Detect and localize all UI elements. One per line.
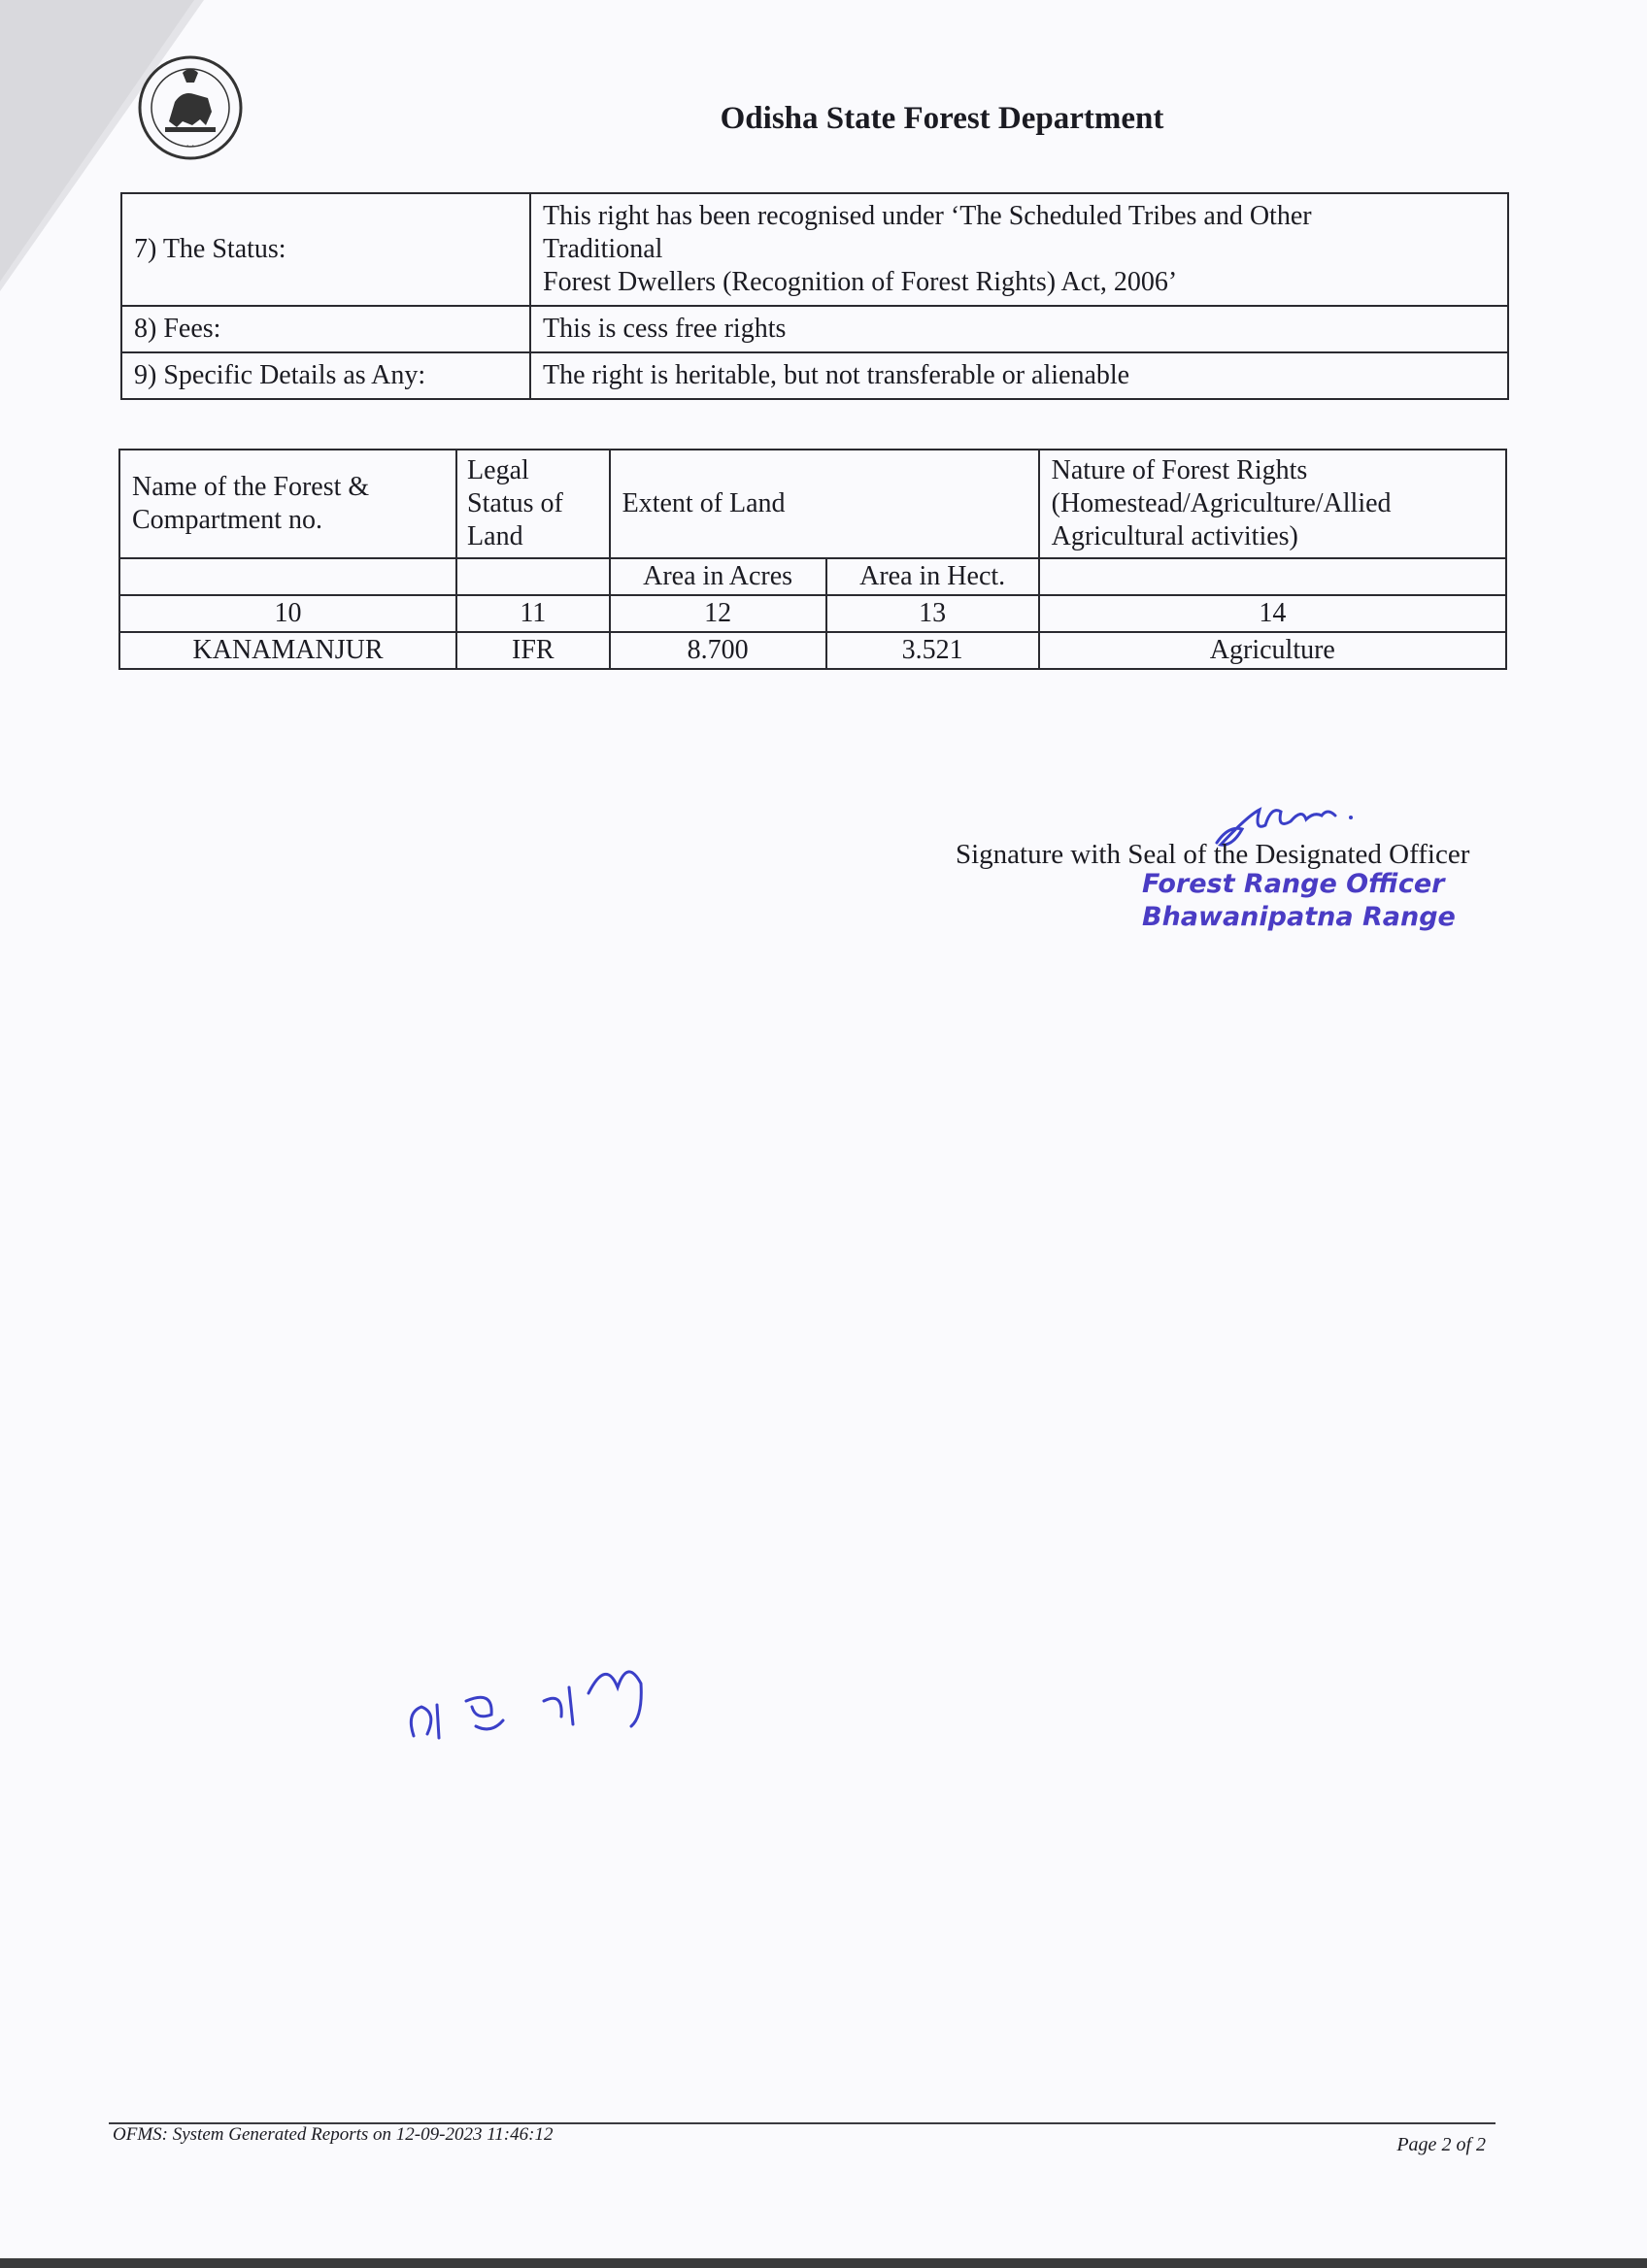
signature-caption: Signature with Seal of the Designated Officer xyxy=(956,839,1470,870)
status-row xyxy=(121,193,1508,306)
header-line: Name of the Forest & xyxy=(132,472,370,502)
officer-seal xyxy=(1142,868,1456,934)
header-line: Nature of Forest Rights xyxy=(1051,455,1308,485)
column-number-row xyxy=(119,595,1506,632)
rights-status-table xyxy=(120,192,1509,400)
land-details-table xyxy=(118,449,1507,670)
details-label: 9) Specific Details as Any: xyxy=(121,352,530,399)
area-acres-cell: 8.700 xyxy=(610,632,826,669)
header-line: Land xyxy=(467,521,523,551)
fees-value: This is cess free rights xyxy=(530,306,1508,352)
legal-status-header xyxy=(456,450,610,558)
empty-cell xyxy=(1039,558,1506,595)
forest-name-cell: KANAMANJUR xyxy=(119,632,456,669)
header-line: Status of xyxy=(467,488,563,518)
handwritten-annotation xyxy=(398,1619,699,1746)
footer-page-number: Page 2 of 2 xyxy=(1396,2134,1486,2155)
header-line: Compartment no. xyxy=(132,505,322,535)
table-row xyxy=(119,632,1506,669)
state-emblem-icon xyxy=(136,53,245,162)
column-number: 14 xyxy=(1039,595,1506,632)
header-line: (Homestead/Agriculture/Allied xyxy=(1051,488,1392,518)
status-value-line: Traditional xyxy=(543,234,663,264)
details-row xyxy=(121,352,1508,399)
header-line: Agricultural activities) xyxy=(1051,521,1298,551)
page-title: Odisha State Forest Department xyxy=(720,101,1164,136)
status-value-line: Forest Dwellers (Recognition of Forest Rights) Act, 2006’ xyxy=(543,267,1178,297)
nature-of-rights-cell: Agriculture xyxy=(1039,632,1506,669)
status-value-line: This right has been recognised under ‘The Scheduled Tribes and Other xyxy=(543,201,1312,231)
forest-name-header xyxy=(119,450,456,558)
status-label: 7) The Status: xyxy=(121,193,530,306)
seal-line: Bhawanipatna Range xyxy=(1142,902,1456,932)
area-hect-cell: 3.521 xyxy=(826,632,1039,669)
column-number: 13 xyxy=(826,595,1039,632)
column-number: 11 xyxy=(456,595,610,632)
land-table-header-row xyxy=(119,450,1506,558)
empty-cell xyxy=(456,558,610,595)
footer-report-timestamp: OFMS: System Generated Reports on 12-09-2023 11:46:12 xyxy=(113,2124,554,2145)
scan-edge xyxy=(0,2258,1647,2268)
land-table-subheader-row xyxy=(119,558,1506,595)
empty-cell xyxy=(119,558,456,595)
nature-of-rights-header xyxy=(1039,450,1506,558)
extent-of-land-header: Extent of Land xyxy=(610,450,1039,558)
header-line: Legal xyxy=(467,455,529,485)
details-value: The right is heritable, but not transferable or alienable xyxy=(530,352,1508,399)
seal-line: Forest Range Officer xyxy=(1142,869,1445,899)
legal-status-cell: IFR xyxy=(456,632,610,669)
area-acres-header: Area in Acres xyxy=(610,558,826,595)
area-hect-header: Area in Hect. xyxy=(826,558,1039,595)
svg-text:· · · ·: · · · · xyxy=(180,142,201,151)
column-number: 10 xyxy=(119,595,456,632)
fees-row xyxy=(121,306,1508,352)
fees-label: 8) Fees: xyxy=(121,306,530,352)
column-number: 12 xyxy=(610,595,826,632)
status-value xyxy=(530,193,1508,306)
